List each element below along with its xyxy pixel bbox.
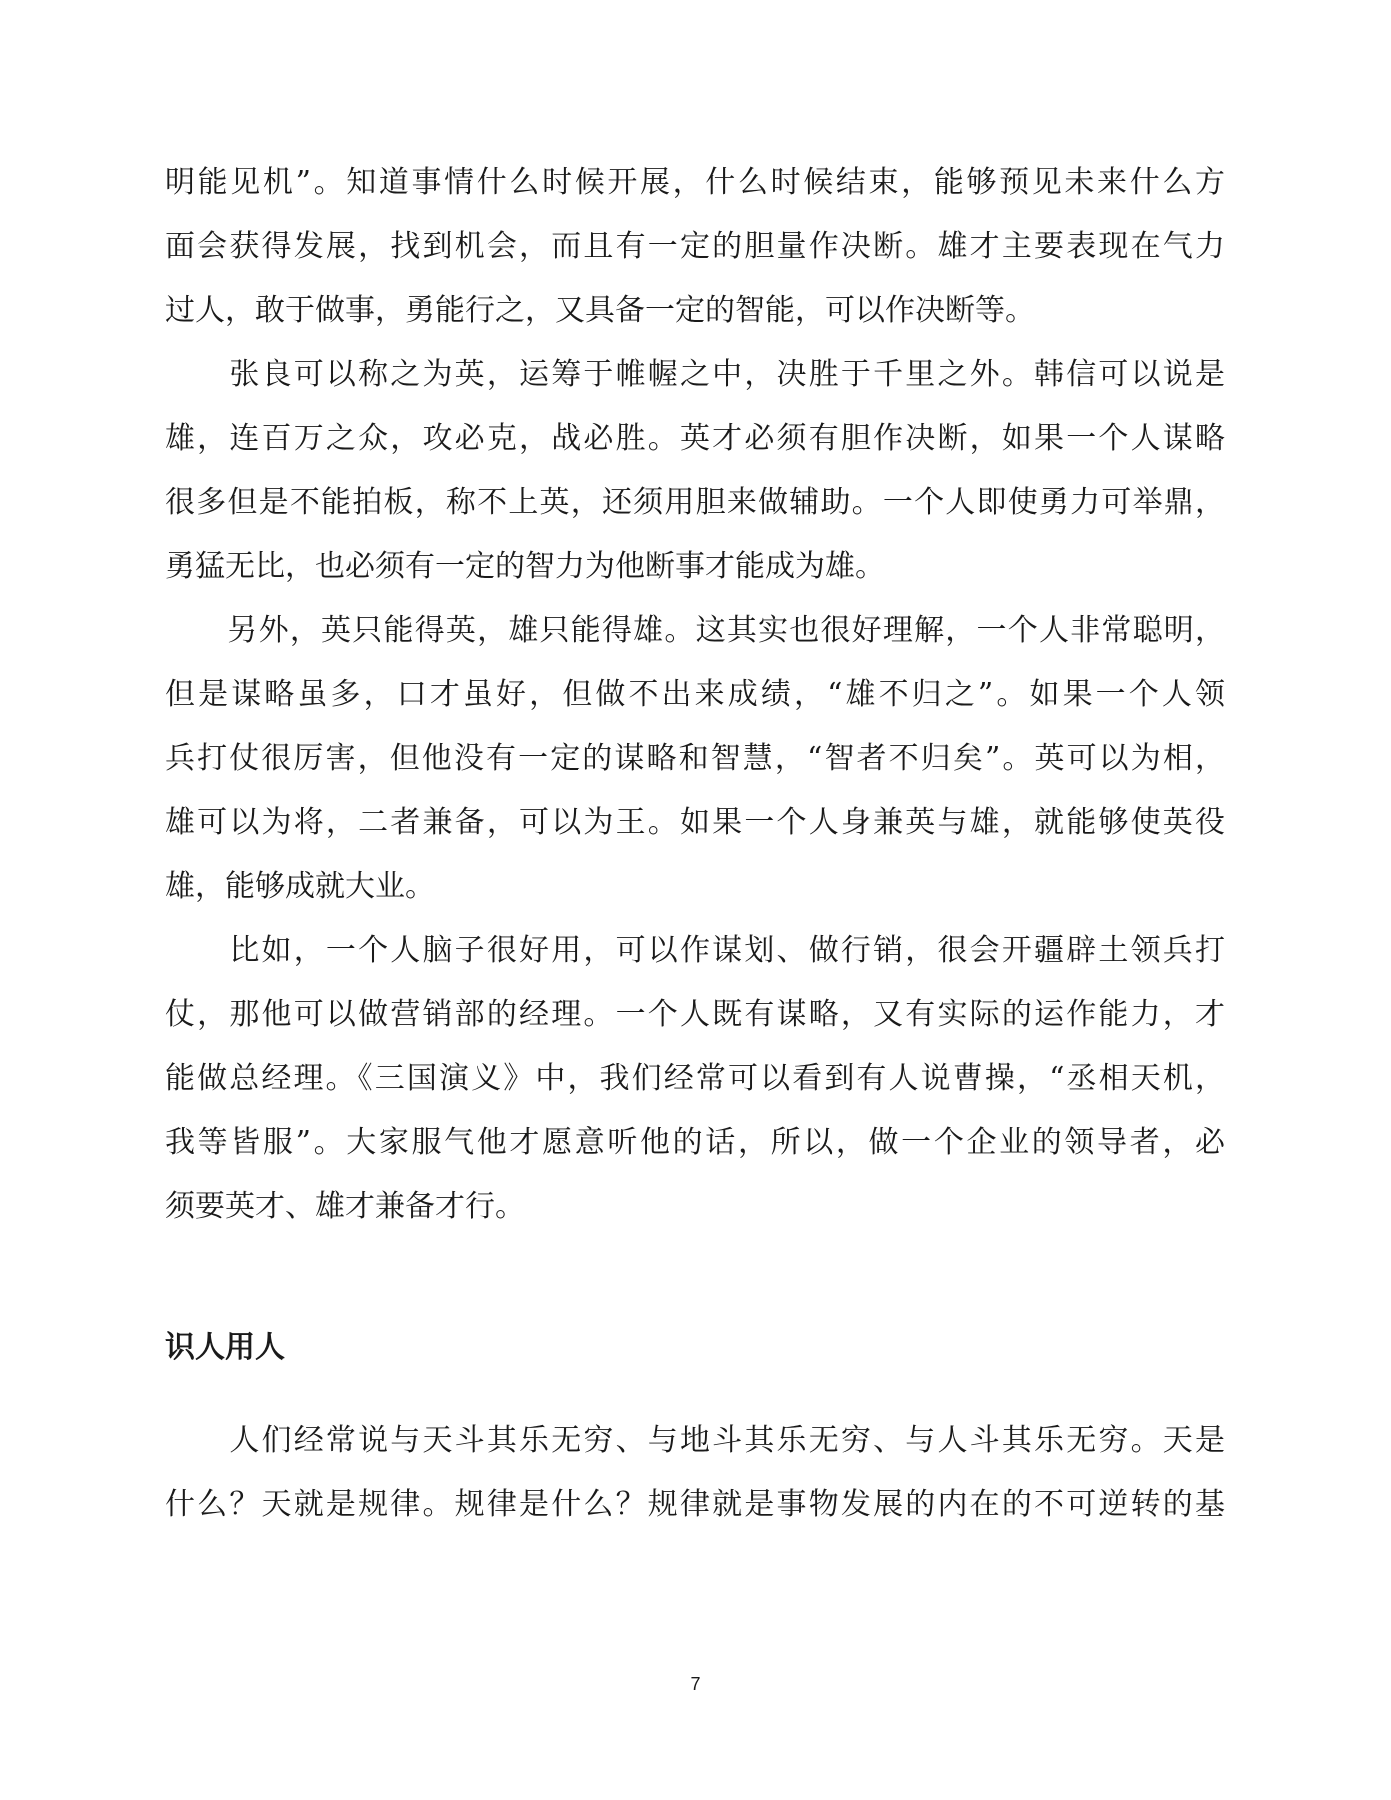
- paragraph-3-line-1: 另外，英只能得英，雄只能得雄。这其实也很好理解，一个人非常聪明，: [165, 613, 1225, 648]
- section-paragraph-line-2: 什么？天就是规律。规律是什么？规律就是事物发展的内在的不可逆转的基: [165, 1487, 1225, 1522]
- paragraph-4-line-4: 我等皆服”。大家服气他才愿意听他的话，所以，做一个企业的领导者，必: [165, 1125, 1225, 1160]
- section-heading: 识人用人: [165, 1330, 285, 1365]
- paragraph-1-line-3: 过人，敢于做事，勇能行之，又具备一定的智能，可以作决断等。: [165, 293, 1035, 328]
- paragraph-4-line-1: 比如，一个人脑子很好用，可以作谋划、做行销，很会开疆辟土领兵打: [165, 933, 1225, 968]
- paragraph-2-line-1: 张良可以称之为英，运筹于帷幄之中，决胜于千里之外。韩信可以说是: [165, 357, 1225, 392]
- paragraph-1-line-2: 面会获得发展，找到机会，而且有一定的胆量作决断。雄才主要表现在气力: [165, 229, 1225, 264]
- section-paragraph-line-1: 人们经常说与天斗其乐无穷、与地斗其乐无穷、与人斗其乐无穷。天是: [165, 1423, 1225, 1458]
- paragraph-3-line-3: 兵打仗很厉害，但他没有一定的谋略和智慧，“智者不归矣”。英可以为相，: [165, 741, 1225, 776]
- paragraph-2-line-3: 很多但是不能拍板，称不上英，还须用胆来做辅助。一个人即使勇力可举鼎，: [165, 485, 1225, 520]
- paragraph-2-line-4: 勇猛无比，也必须有一定的智力为他断事才能成为雄。: [165, 549, 885, 584]
- paragraph-3-line-2: 但是谋略虽多，口才虽好，但做不出来成绩，“雄不归之”。如果一个人领: [165, 677, 1225, 712]
- paragraph-4-line-2: 仗，那他可以做营销部的经理。一个人既有谋略，又有实际的运作能力，才: [165, 997, 1225, 1032]
- paragraph-4-line-3: 能做总经理。《三国演义》中，我们经常可以看到有人说曹操，“丞相天机，: [165, 1061, 1225, 1096]
- paragraph-3-line-4: 雄可以为将，二者兼备，可以为王。如果一个人身兼英与雄，就能够使英役: [165, 805, 1225, 840]
- paragraph-1-line-1: 明能见机”。知道事情什么时候开展，什么时候结束，能够预见未来什么方: [165, 165, 1225, 200]
- paragraph-3-line-5: 雄，能够成就大业。: [165, 869, 435, 904]
- page-number: 7: [690, 1674, 701, 1694]
- paragraph-2-line-2: 雄，连百万之众，攻必克，战必胜。英才必须有胆作决断，如果一个人谋略: [165, 421, 1225, 456]
- paragraph-4-line-5: 须要英才、雄才兼备才行。: [165, 1189, 525, 1224]
